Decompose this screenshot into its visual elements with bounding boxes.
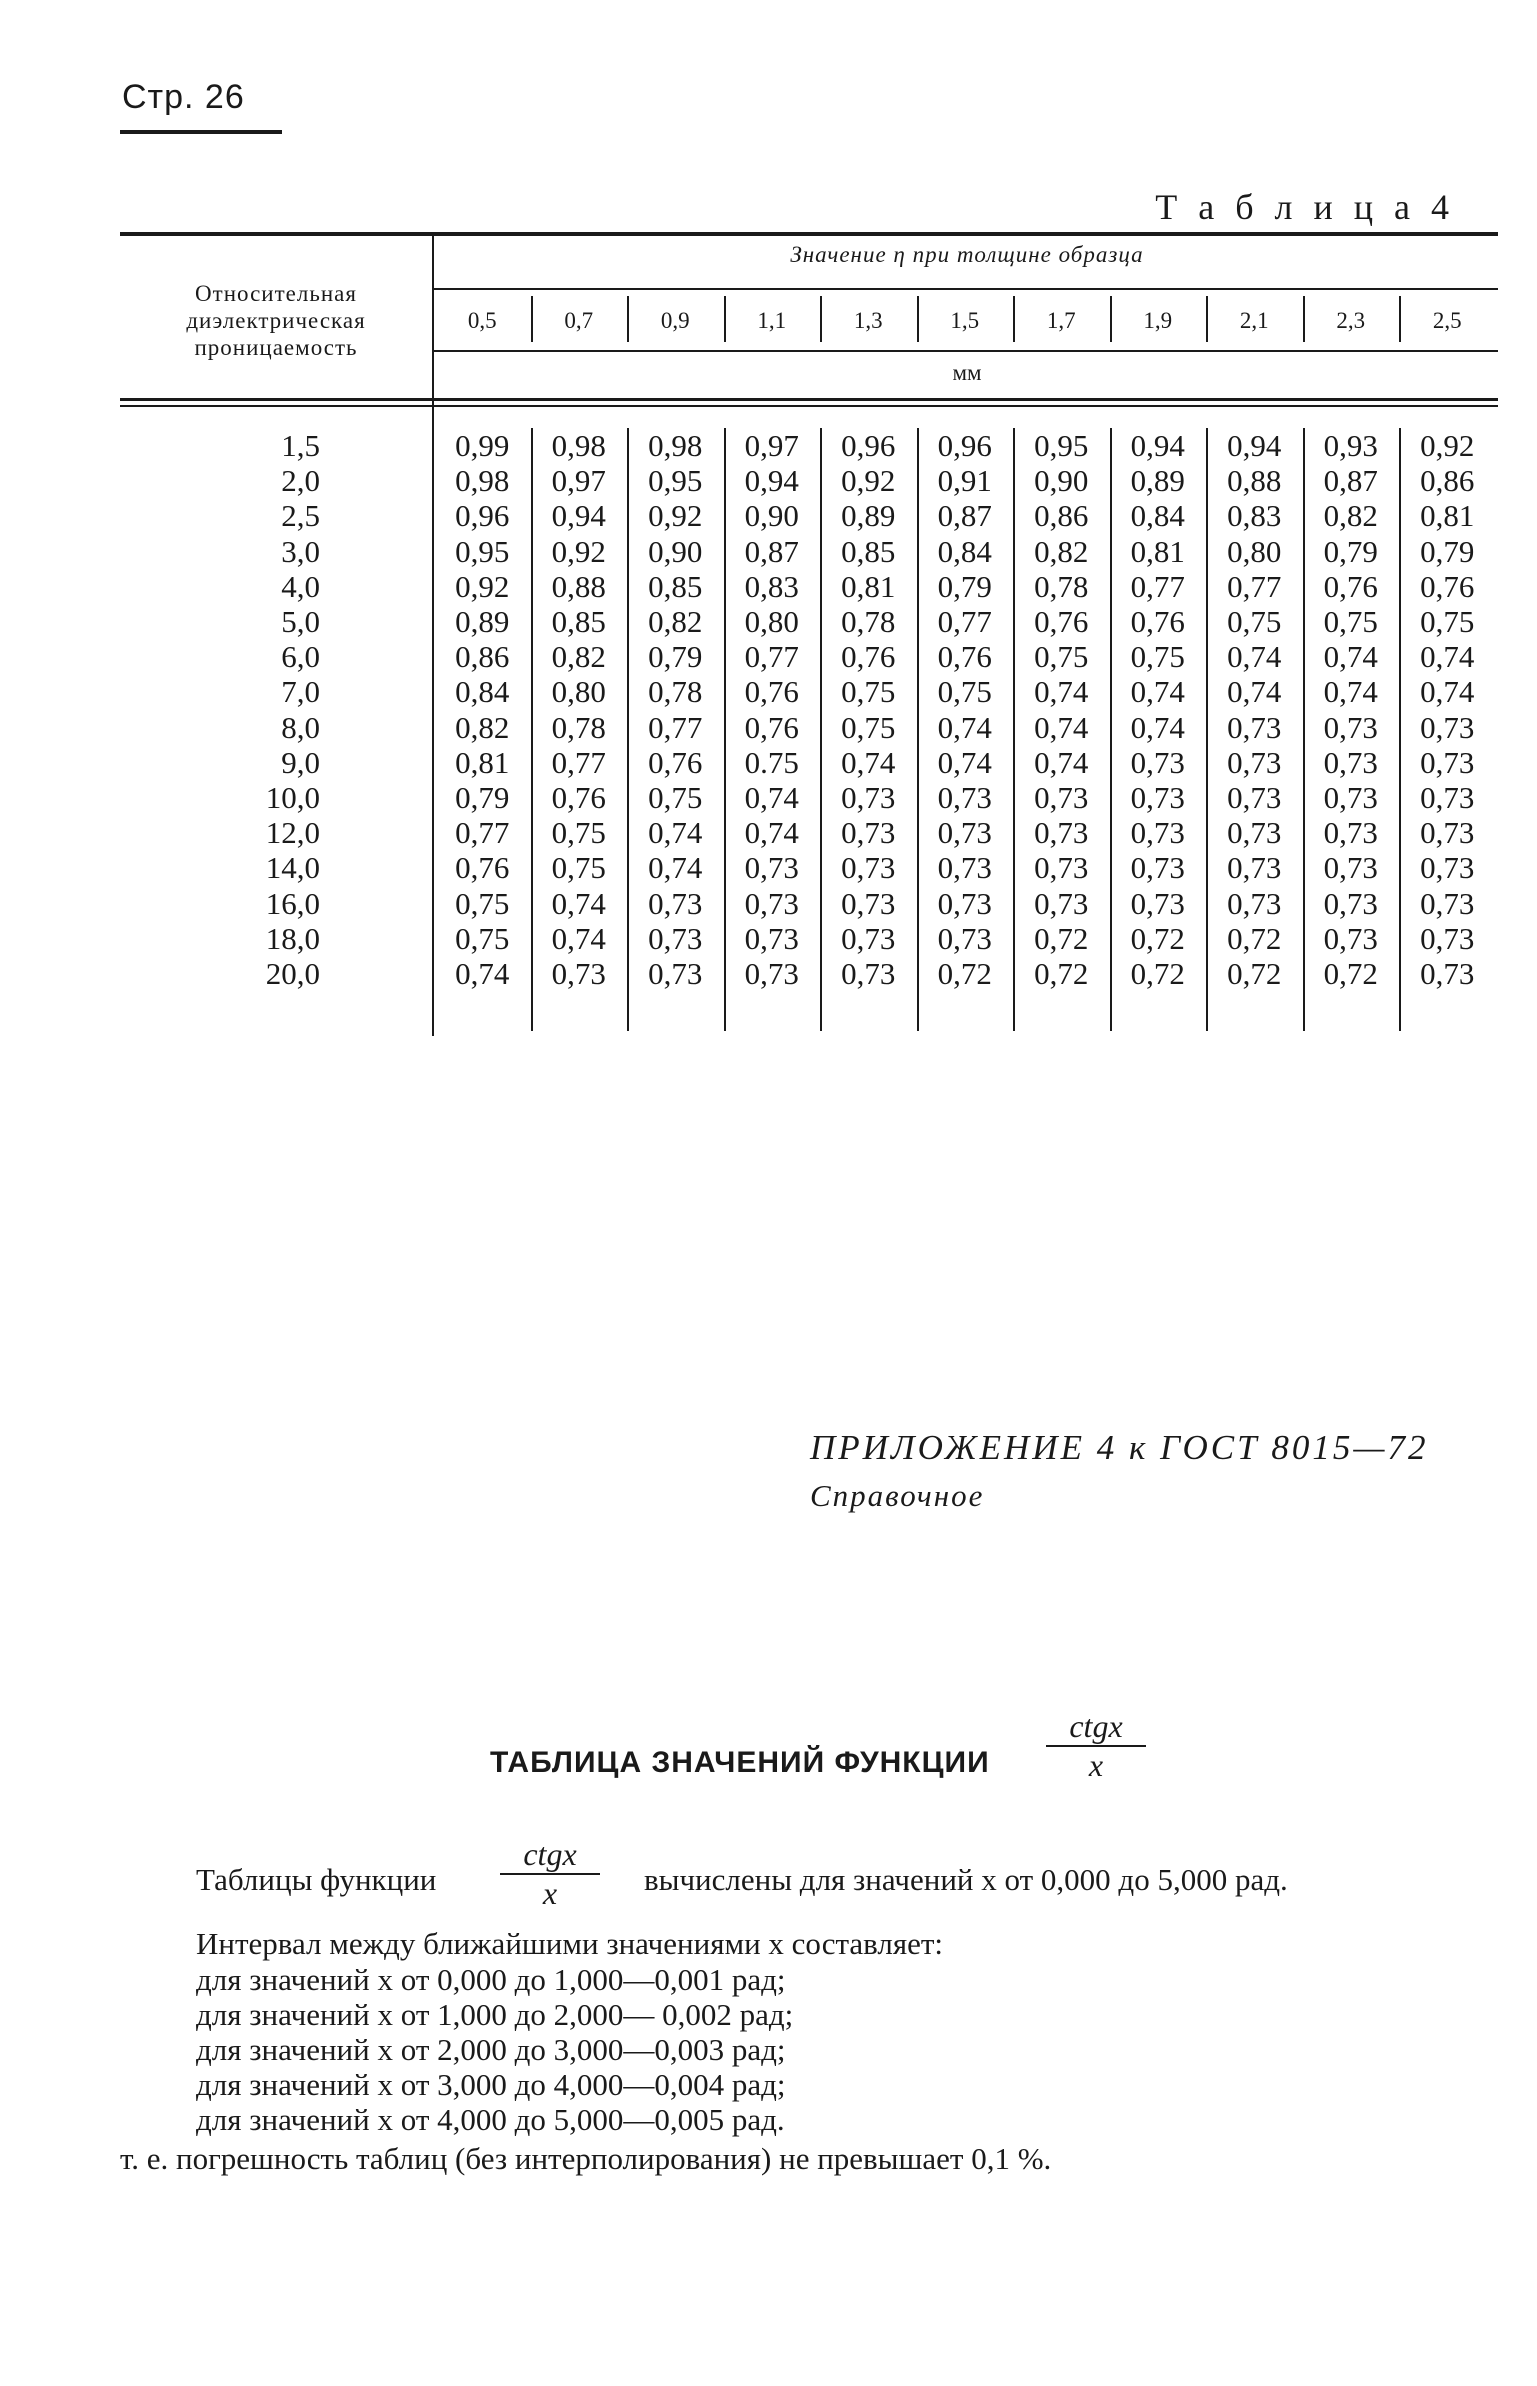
table-cell: 0,73 xyxy=(1323,709,1378,745)
table-cell: 0,83 xyxy=(744,568,799,604)
table-cell: 0,72 xyxy=(1130,956,1185,991)
table-cell: 0,77 xyxy=(455,815,510,851)
table-cell: 0,73 xyxy=(1323,744,1378,780)
row-header-label xyxy=(120,280,432,361)
table-cell: 0,73 xyxy=(1130,850,1185,886)
table-cell: 0,95 xyxy=(1034,428,1089,463)
table-cell: 0,78 xyxy=(1034,568,1089,604)
table-cell: 0,92 xyxy=(551,533,606,569)
row-label: 9,0 xyxy=(281,744,320,780)
table-cell: 0,73 xyxy=(1034,885,1089,921)
para-prefix: Таблицы функции xyxy=(196,1862,437,1897)
table-cell: 0,73 xyxy=(1323,815,1378,851)
unit-label: мм xyxy=(952,360,982,385)
table-cell: 0,99 xyxy=(455,428,510,463)
column-header: 1,5 xyxy=(950,308,980,333)
para-fraction-numerator: ctgx xyxy=(523,1836,577,1872)
table-cell: 0,73 xyxy=(648,920,703,956)
table-cell: 0,74 xyxy=(1227,639,1282,675)
table-cell: 0,73 xyxy=(1420,815,1475,851)
table-header-bottom-rule xyxy=(120,398,1498,401)
table-cell: 0,95 xyxy=(648,463,703,499)
table-cell: 0,82 xyxy=(551,639,606,675)
table-cell: 0,73 xyxy=(1420,956,1475,991)
table-cell: 0,75 xyxy=(1034,639,1089,675)
table-cell: 0,74 xyxy=(1420,674,1475,710)
table-cell: 0,85 xyxy=(841,533,896,569)
table-cell: 0,77 xyxy=(1227,568,1282,604)
table-cell: 0,74 xyxy=(744,780,799,815)
table-cell: 0,73 xyxy=(744,885,799,921)
table-cell: 0,73 xyxy=(1323,850,1378,886)
table-cell: 0,73 xyxy=(1420,709,1475,745)
table-cell: 0,73 xyxy=(1227,780,1282,815)
table-cell: 0,84 xyxy=(937,533,992,569)
table-cell: 0,73 xyxy=(1323,920,1378,956)
table-cell: 0,78 xyxy=(551,709,606,745)
table-cell: 0,94 xyxy=(744,463,799,499)
column-divider xyxy=(724,296,726,342)
table-cell: 0,87 xyxy=(937,498,992,534)
table-cell: 0,76 xyxy=(1420,568,1475,604)
column-header: 0,5 xyxy=(467,308,497,333)
table-cell: 0,80 xyxy=(1227,533,1282,569)
row-label: 5,0 xyxy=(281,604,320,639)
table-cell: 0,75 xyxy=(1420,604,1475,639)
table-cell: 0,74 xyxy=(1034,709,1089,745)
table-cell: 0,75 xyxy=(551,850,606,886)
column-header: 2,3 xyxy=(1336,308,1366,333)
row-label: 20,0 xyxy=(265,956,320,991)
table-cell: 0,74 xyxy=(1034,674,1089,710)
table-cell: 0,98 xyxy=(551,428,606,463)
table-cell: 0,75 xyxy=(937,674,992,710)
table-cell: 0,88 xyxy=(1227,463,1282,499)
row-label: 8,0 xyxy=(281,709,320,745)
row-label: 16,0 xyxy=(265,885,320,921)
table-cell: 0,79 xyxy=(1323,533,1378,569)
table-cell: 0,73 xyxy=(1130,885,1185,921)
table-cell: 0,96 xyxy=(455,498,510,534)
column-divider xyxy=(1303,296,1305,342)
table-cell: 0,74 xyxy=(1034,744,1089,780)
row-label: 2,0 xyxy=(281,463,320,499)
table-cell: 0,76 xyxy=(1130,604,1185,639)
table-cell: 0,94 xyxy=(551,498,606,534)
interval-line: Интервал между ближайшими значениями x составляет: xyxy=(196,1926,944,1961)
table-cell: 0,73 xyxy=(841,885,896,921)
column-divider xyxy=(917,296,919,342)
table-cell: 0,75 xyxy=(1130,639,1185,675)
table-cell: 0,72 xyxy=(1227,956,1282,991)
table-cell: 0,74 xyxy=(937,709,992,745)
row-label: 10,0 xyxy=(265,780,320,815)
table-cell: 0,73 xyxy=(1420,780,1475,815)
table-cell: 0,73 xyxy=(744,956,799,991)
title-fraction-numerator: ctgx xyxy=(1069,1708,1123,1744)
precision-note: т. е. погрешность таблиц (без интерполирования) не превышает 0,1 %. xyxy=(120,2141,1052,2176)
column-divider xyxy=(1206,296,1208,342)
column-header: 0,9 xyxy=(660,308,690,333)
table-cell: 0,91 xyxy=(937,463,992,499)
group-header-rule xyxy=(434,288,1498,290)
table-cell: 0,76 xyxy=(937,639,992,675)
table-cell: 0,77 xyxy=(744,639,799,675)
column-divider xyxy=(531,296,533,342)
table-cell: 0,81 xyxy=(455,744,510,780)
table-cell: 0,84 xyxy=(455,674,510,710)
table-label: Т а б л и ц а 4 xyxy=(1155,187,1455,227)
table-cell: 0,82 xyxy=(455,709,510,745)
interval-line: для значений x от 3,000 до 4,000—0,004 рад; xyxy=(196,2067,786,2102)
table-cell: 0,77 xyxy=(551,744,606,780)
table-cell: 0,75 xyxy=(841,674,896,710)
row-label: 18,0 xyxy=(265,920,320,956)
appendix-title: ПРИЛОЖЕНИЕ 4 к ГОСТ 8015—72 xyxy=(810,1428,1429,1467)
page-number-rule xyxy=(120,130,282,134)
table-cell: 0,79 xyxy=(455,780,510,815)
table-cell: 0,74 xyxy=(1130,674,1185,710)
title-fraction-denominator: x xyxy=(1088,1747,1104,1783)
table-cell: 0,72 xyxy=(937,956,992,991)
column-header: 0,7 xyxy=(564,308,594,333)
table-cell: 0,77 xyxy=(1130,568,1185,604)
table-cell: 0,90 xyxy=(648,533,703,569)
table-cell: 0,76 xyxy=(551,780,606,815)
table-cell: 0,86 xyxy=(1420,463,1475,499)
row-label: 1,5 xyxy=(281,428,320,463)
column-header: 1,7 xyxy=(1046,308,1076,333)
table-cell: 0,97 xyxy=(744,428,799,463)
table-cell: 0,90 xyxy=(744,498,799,534)
table-cell: 0,72 xyxy=(1227,920,1282,956)
column-header: 1,1 xyxy=(757,308,787,333)
table-cell: 0,76 xyxy=(1034,604,1089,639)
table-cell: 0,97 xyxy=(551,463,606,499)
table-cell: 0,73 xyxy=(1130,744,1185,780)
table-cell: 0,81 xyxy=(841,568,896,604)
table-cell: 0,94 xyxy=(1130,428,1185,463)
table-cell: 0,74 xyxy=(648,850,703,886)
table-cell: 0,74 xyxy=(1420,639,1475,675)
column-divider xyxy=(820,296,822,342)
table-cell: 0,74 xyxy=(937,744,992,780)
interval-line: для значений x от 4,000 до 5,000—0,005 рад. xyxy=(196,2102,785,2137)
table-cell: 0,73 xyxy=(937,780,992,815)
table-cell: 0,73 xyxy=(841,956,896,991)
table-cell: 0,73 xyxy=(841,780,896,815)
table-cell: 0,73 xyxy=(551,956,606,991)
table-cell: 0,79 xyxy=(1420,533,1475,569)
table-cell: 0,76 xyxy=(744,709,799,745)
column-divider xyxy=(1013,296,1015,342)
table-cell: 0,72 xyxy=(1130,920,1185,956)
row-label: 12,0 xyxy=(265,815,320,851)
table-cell: 0,73 xyxy=(648,885,703,921)
table-header-bottom-rule-2 xyxy=(120,405,1498,407)
table-cell: 0,74 xyxy=(551,885,606,921)
column-divider xyxy=(627,296,629,342)
table-cell: 0,98 xyxy=(648,428,703,463)
table-cell: 0,94 xyxy=(1227,428,1282,463)
interval-line: для значений x от 2,000 до 3,000—0,003 рад; xyxy=(196,2032,786,2067)
table-cell: 0,87 xyxy=(744,533,799,569)
appendix-subtitle: Справочное xyxy=(810,1478,985,1513)
table-cell: 0,75 xyxy=(455,885,510,921)
table-cell: 0,96 xyxy=(841,428,896,463)
table-cell: 0,80 xyxy=(744,604,799,639)
row-header-line-2: диэлектрическая xyxy=(186,308,366,333)
table-cell: 0,89 xyxy=(1130,463,1185,499)
table-cell: 0,73 xyxy=(937,815,992,851)
table-cell: 0,92 xyxy=(841,463,896,499)
interval-line: для значений x от 0,000 до 1,000—0,001 рад; xyxy=(196,1962,786,1997)
table-cell: 0,72 xyxy=(1034,920,1089,956)
table-cell: 0,73 xyxy=(1227,850,1282,886)
table-cell: 0,82 xyxy=(648,604,703,639)
table-cell: 0,78 xyxy=(648,674,703,710)
table-cell: 0,83 xyxy=(1227,498,1282,534)
row-header-line-1: Относительная xyxy=(195,281,357,306)
table-cell: 0,73 xyxy=(648,956,703,991)
table-cell: 0,80 xyxy=(551,674,606,710)
table-cell: 0,74 xyxy=(1130,709,1185,745)
table-cell: 0,75 xyxy=(455,920,510,956)
table-cell: 0,76 xyxy=(841,639,896,675)
table-cell: 0,81 xyxy=(1420,498,1475,534)
table-cell: 0,73 xyxy=(841,850,896,886)
table-cell: 0,73 xyxy=(1227,744,1282,780)
table-cell: 0,73 xyxy=(1227,709,1282,745)
table-cell: 0,73 xyxy=(1420,920,1475,956)
table-cell: 0,87 xyxy=(1323,463,1378,499)
table-cell: 0,93 xyxy=(1323,428,1378,463)
table-cell: 0,75 xyxy=(648,780,703,815)
table-cell: 0,73 xyxy=(1130,815,1185,851)
row-label: 7,0 xyxy=(281,674,320,710)
table-cell: 0,78 xyxy=(841,604,896,639)
table-cell: 0,90 xyxy=(1034,463,1089,499)
table-cell: 0,85 xyxy=(551,604,606,639)
data-table xyxy=(120,232,1498,1042)
column-header: 1,9 xyxy=(1143,308,1173,333)
para-fraction xyxy=(500,1836,600,1912)
table-cell: 0,89 xyxy=(841,498,896,534)
table-cell: 0,73 xyxy=(1034,850,1089,886)
table-cell: 0,74 xyxy=(841,744,896,780)
table-cell: 0,75 xyxy=(841,709,896,745)
table-cell: 0,73 xyxy=(841,920,896,956)
table-cell: 0,77 xyxy=(937,604,992,639)
table-cell: 0,75 xyxy=(1323,604,1378,639)
table-cell: 0,72 xyxy=(1323,956,1378,991)
table-cell: 0,86 xyxy=(455,639,510,675)
table-cell: 0,82 xyxy=(1034,533,1089,569)
table-cell: 0.75 xyxy=(744,744,799,780)
table-cell: 0,98 xyxy=(455,463,510,499)
column-divider xyxy=(1399,296,1401,342)
para-fraction-denominator: x xyxy=(542,1875,558,1911)
table-cell: 0,73 xyxy=(1323,885,1378,921)
column-header: 2,1 xyxy=(1239,308,1269,333)
table-cell: 0,74 xyxy=(648,815,703,851)
table-cell: 0,73 xyxy=(1420,850,1475,886)
column-header: 2,5 xyxy=(1432,308,1462,333)
table-cell: 0,73 xyxy=(1420,744,1475,780)
table-cell: 0,73 xyxy=(744,920,799,956)
table-cell: 0,73 xyxy=(1034,815,1089,851)
table-cell: 0,77 xyxy=(648,709,703,745)
table-cell: 0,86 xyxy=(1034,498,1089,534)
table-cell: 0,74 xyxy=(744,815,799,851)
table-cell: 0,76 xyxy=(648,744,703,780)
group-header: Значение η при толщине образца xyxy=(790,242,1144,267)
table-cell: 0,74 xyxy=(455,956,510,991)
column-header: 1,3 xyxy=(853,308,883,333)
table-cell: 0,85 xyxy=(648,568,703,604)
interval-line: для значений x от 1,000 до 2,000— 0,002 рад; xyxy=(196,1997,794,2032)
table-cell: 0,73 xyxy=(1323,780,1378,815)
table-cell: 0,73 xyxy=(841,815,896,851)
unit-rule xyxy=(434,350,1498,352)
table-cell: 0,73 xyxy=(1227,885,1282,921)
table-cell: 0,92 xyxy=(455,568,510,604)
row-label: 6,0 xyxy=(281,639,320,675)
table-cell: 0,74 xyxy=(551,920,606,956)
table-cell: 0,92 xyxy=(648,498,703,534)
table-cell: 0,73 xyxy=(937,885,992,921)
table-cell: 0,73 xyxy=(937,920,992,956)
table-cell: 0,89 xyxy=(455,604,510,639)
row-header-line-3: проницаемость xyxy=(194,335,358,360)
row-label: 3,0 xyxy=(281,533,320,569)
row-label: 2,5 xyxy=(281,498,320,534)
table-cell: 0,73 xyxy=(1034,780,1089,815)
para-suffix: вычислены для значений x от 0,000 до 5,000 рад. xyxy=(644,1862,1288,1897)
table-cell: 0,76 xyxy=(1323,568,1378,604)
row-label: 14,0 xyxy=(265,850,320,886)
table-cell: 0,76 xyxy=(455,850,510,886)
table-top-rule xyxy=(120,232,1498,236)
table-cell: 0,75 xyxy=(1227,604,1282,639)
table-cell: 0,73 xyxy=(1420,885,1475,921)
table-cell: 0,75 xyxy=(551,815,606,851)
table-cell: 0,79 xyxy=(937,568,992,604)
table-cell: 0,81 xyxy=(1130,533,1185,569)
table-cell: 0,95 xyxy=(455,533,510,569)
table-cell: 0,73 xyxy=(937,850,992,886)
table-cell: 0,74 xyxy=(1323,674,1378,710)
row-label: 4,0 xyxy=(281,568,320,604)
table-cell: 0,82 xyxy=(1323,498,1378,534)
page-number: Стр. 26 xyxy=(122,78,245,116)
table-cell: 0,74 xyxy=(1323,639,1378,675)
table-cell: 0,92 xyxy=(1420,428,1475,463)
table-cell: 0,73 xyxy=(1227,815,1282,851)
table-cell: 0,73 xyxy=(744,850,799,886)
table-cell: 0,88 xyxy=(551,568,606,604)
table-cell: 0,79 xyxy=(648,639,703,675)
column-divider xyxy=(1110,296,1112,342)
section-title: ТАБЛИЦА ЗНАЧЕНИЙ ФУНКЦИИ xyxy=(490,1746,990,1779)
title-fraction xyxy=(1046,1708,1146,1784)
table-cell: 0,72 xyxy=(1034,956,1089,991)
table-cell: 0,74 xyxy=(1227,674,1282,710)
table-cell: 0,96 xyxy=(937,428,992,463)
table-cell: 0,84 xyxy=(1130,498,1185,534)
table-cell: 0,73 xyxy=(1130,780,1185,815)
table-cell: 0,76 xyxy=(744,674,799,710)
